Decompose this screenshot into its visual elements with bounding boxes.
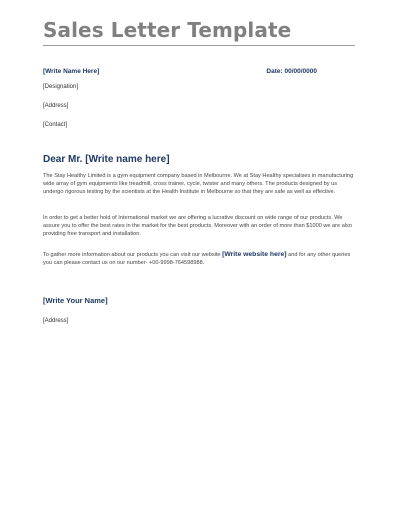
sender-name: [Write Name Here] [43, 68, 100, 75]
salutation: Dear Mr. [Write name here] [43, 154, 170, 165]
sender-designation: [Designation] [43, 84, 79, 90]
contact-text-end: and for any other queries you can please contact us on our number- +00-9998-764598988. [43, 252, 351, 267]
body-paragraph-intro: The Stay Healthy Limited is a gym equipment company based in Melbourne. We at Stay Healthy specialises in manufacturing wide array of gym equipments like treadmill, cross trainer, cycle, twister and many others. The products designed by us undergo rigorous testing by the scientists at the Health Institute in Melbourne so that they are safe as well as effective. [43, 173, 354, 196]
signature-address: [Address] [43, 318, 69, 324]
body-paragraph-contact [43, 251, 355, 267]
website-placeholder: [Write website here] [222, 251, 287, 258]
body-paragraph-offer: In order to get a better hold of International market we are offering a lucrative discount on wide range of our products. We assure you to offer the best rates in the market for the best products. Moreover with an order of more than $1000 we are also providing free transport and installation. [43, 215, 352, 238]
contact-text-start: To gather more information about our products you can visit our website [43, 252, 223, 258]
sender-address: [Address] [43, 103, 69, 109]
page-title: Sales Letter Template [43, 18, 292, 42]
letter-header [43, 68, 317, 75]
sender-contact: [Contact] [43, 122, 68, 128]
letter-date: Date: 00/00/0000 [266, 68, 317, 75]
signature-name: [Write Your Name] [43, 296, 108, 305]
title-divider [43, 45, 355, 46]
